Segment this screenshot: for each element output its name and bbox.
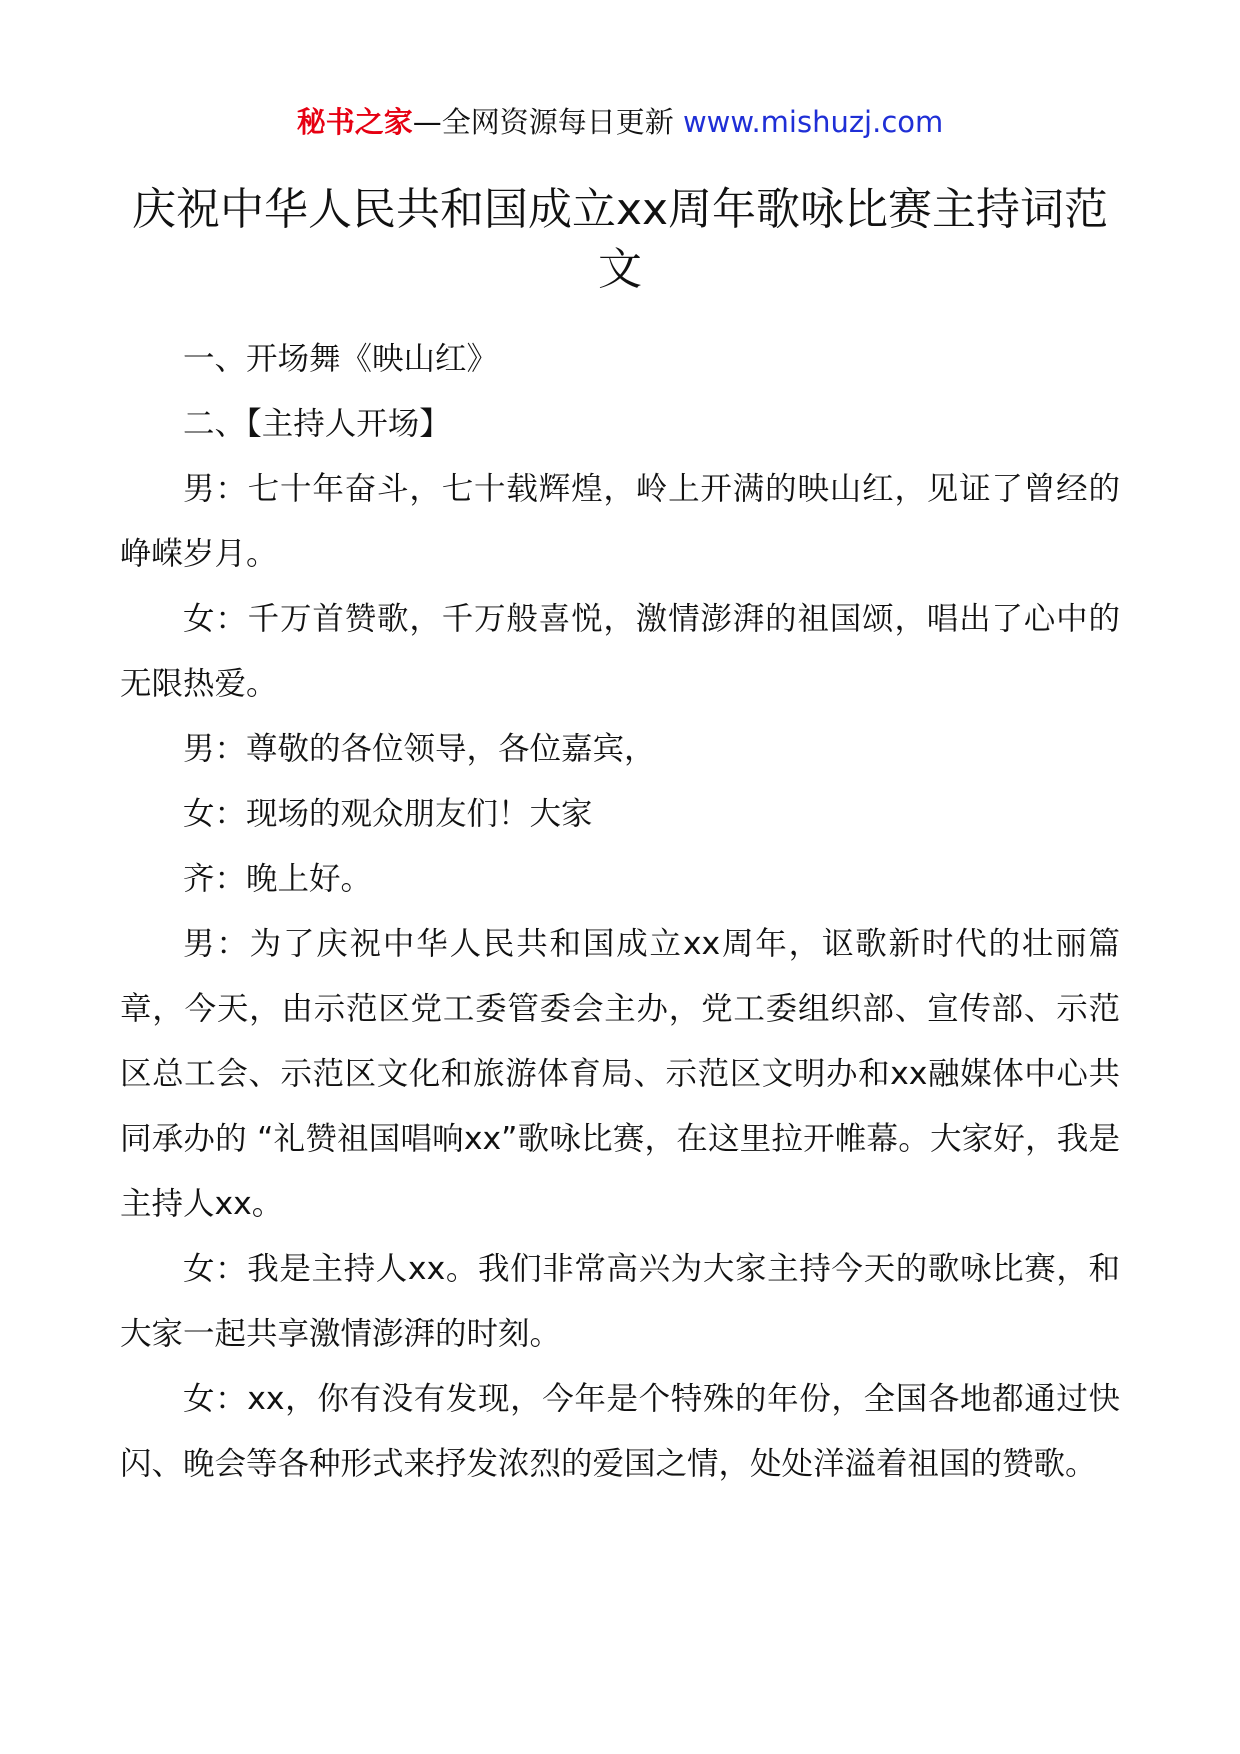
banner-tagline: 全网资源每日更新 xyxy=(441,105,674,139)
paragraph-male-3: 男：为了庆祝中华人民共和国成立xx周年，讴歌新时代的壮丽篇章，今天，由示范区党工委管委会主办，党工委组织部、宣传部、示范区总工会、示范区文化和旅游体育局、示范区文明办和xx融媒体中心共同承办的 “礼赞祖国唱响xx”歌咏比赛，在这里拉开帷幕。大家好，我是主持人xx。 xyxy=(120,926,1120,1222)
document-title: 庆祝中华人民共和国成立xx周年歌咏比赛主持词范文 xyxy=(131,184,1109,295)
site-banner xyxy=(0,100,1240,144)
section-host-opening: 二、【主持人开场】 xyxy=(183,406,451,442)
paragraph-male-1: 男：七十年奋斗，七十载辉煌，岭上开满的映山红，见证了曾经的峥嵘岁月。 xyxy=(120,471,1120,572)
banner-dash: — xyxy=(412,105,442,139)
section-opening-dance: 一、开场舞《映山红》 xyxy=(183,341,499,377)
paragraph-female-4: 女：xx，你有没有发现，今年是个特殊的年份，全国各地都通过快闪、晚会等各种形式来抒发浓烈的爱国之情，处处洋溢着祖国的赞歌。 xyxy=(120,1381,1120,1482)
paragraph-female-1: 女：千万首赞歌，千万般喜悦，激情澎湃的祖国颂，唱出了心中的无限热爱。 xyxy=(120,601,1120,702)
document-body xyxy=(120,327,1120,1497)
paragraph-male-2: 男：尊敬的各位领导，各位嘉宾， xyxy=(183,731,656,767)
paragraph-together: 齐：晚上好。 xyxy=(183,861,373,897)
paragraph-female-3: 女：我是主持人xx。我们非常高兴为大家主持今天的歌咏比赛，和大家一起共享激情澎湃的时刻。 xyxy=(120,1251,1120,1352)
paragraph-female-2: 女：现场的观众朋友们！大家 xyxy=(183,796,593,832)
site-url-link[interactable]: www.mishuzj.com xyxy=(682,105,944,139)
brand-name: 秘书之家 xyxy=(296,105,413,139)
